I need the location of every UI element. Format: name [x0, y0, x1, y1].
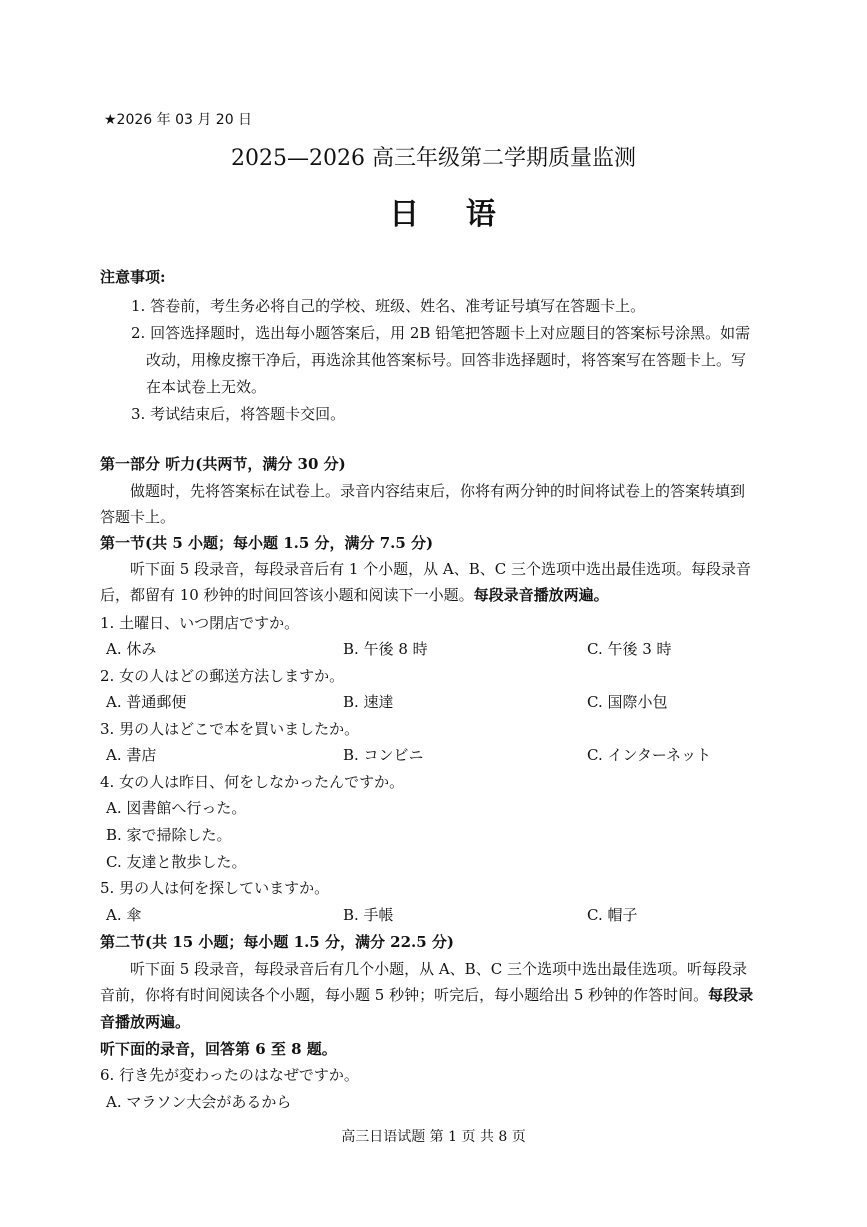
notes-item-2-line-1: 2. 回答选择题时，选出每小题答案后，用 2B 铅笔把答题卡上对应题目的答案标号涂黑。如需 — [131, 324, 751, 342]
section1-instructions-line-1: 听下面 5 段录音，每段录音后有 1 个小题，从 A、B、C 三个选项中选出最佳选项。每段录音 — [130, 560, 752, 578]
question-5-option-c: C. 帽子 — [587, 906, 638, 924]
question-4-stem: 4. 女の人は昨日、何をしなかったんですか。 — [100, 773, 405, 791]
question-3-option-c: C. インターネット — [587, 746, 712, 764]
question-3-stem: 3. 男の人はどこで本を買いましたか。 — [100, 720, 360, 738]
section1-instructions-bold: 每段录音播放两遍。 — [473, 586, 609, 604]
notes-item-3: 3. 考试结束后，将答题卡交回。 — [131, 405, 346, 423]
exam-subject: 日 语 — [389, 197, 514, 232]
notes-heading: 注意事项: — [100, 268, 166, 286]
section2-instructions-line-1: 听下面 5 段录音，每段录音后有几个小题，从 A、B、C 三个选项中选出最佳选项。听每段录 — [130, 960, 747, 978]
question-2-option-c: C. 国際小包 — [587, 693, 668, 711]
notes-item-1: 1. 答卷前，考生务必将自己的学校、班级、姓名、准考证号填写在答题卡上。 — [131, 297, 646, 315]
section2-instructions-line-2 — [100, 988, 753, 1003]
question-5-option-b: B. 手帳 — [343, 906, 394, 924]
question-4-option-c: C. 友達と散歩した。 — [106, 853, 247, 871]
section2-sub-heading: 听下面的录音，回答第 6 至 8 题。 — [100, 1040, 337, 1058]
section2-instructions-line-3: 音播放两遍。 — [100, 1013, 191, 1031]
section2-instructions-plain: 音前，你将有时间阅读各个小题，每小题 5 秒钟；听完后，每小题给出 5 秒钟的作答时间。 — [100, 986, 709, 1004]
question-6-stem: 6. 行き先が変わったのはなぜですか。 — [100, 1066, 359, 1084]
notes-item-2-line-3: 在本试卷上无效。 — [146, 378, 267, 396]
part1-heading: 第一部分 听力(共两节，满分 30 分) — [100, 455, 346, 473]
question-5-stem: 5. 男の人は何を探していますか。 — [100, 879, 330, 897]
section2-instructions-bold: 每段录 — [708, 986, 754, 1004]
question-2-option-b: B. 速達 — [343, 693, 394, 711]
question-1-stem: 1. 土曜日、いつ閉店ですか。 — [100, 614, 300, 632]
question-1-option-a: A. 休み — [106, 640, 157, 658]
question-1-option-c: C. 午後 3 時 — [587, 640, 672, 658]
question-4-option-b: B. 家で掃除した。 — [106, 826, 232, 844]
question-1-option-b: B. 午後 8 時 — [343, 640, 428, 658]
question-3-option-a: A. 書店 — [106, 746, 157, 764]
exam-date: ★2026 年 03 月 20 日 — [104, 112, 253, 128]
section1-instructions-line-2 — [100, 588, 609, 603]
notes-item-2-line-2: 改动，用橡皮擦干净后，再选涂其他答案标号。回答非选择题时，将答案写在答题卡上。写 — [146, 351, 747, 369]
part1-instructions-line-1: 做题时，先将答案标在试卷上。录音内容结束后，你将有两分钟的时间将试卷上的答案转填到 — [130, 482, 746, 500]
question-3-option-b: B. コンビニ — [343, 746, 424, 764]
section1-instructions-plain: 后，都留有 10 秒钟的时间回答该小题和阅读下一小题。 — [100, 586, 474, 604]
question-5-option-a: A. 傘 — [106, 906, 142, 924]
part1-instructions-line-2: 答题卡上。 — [100, 508, 176, 526]
question-4-option-a: A. 図書館へ行った。 — [106, 799, 247, 817]
page-footer: 高三日语试题 第 1 页 共 8 页 — [341, 1129, 526, 1145]
section2-heading: 第二节(共 15 小题；每小题 1.5 分，满分 22.5 分) — [100, 933, 455, 951]
section1-heading: 第一节(共 5 小题；每小题 1.5 分，满分 7.5 分) — [100, 534, 434, 552]
question-2-option-a: A. 普通郵便 — [106, 693, 187, 711]
question-2-stem: 2. 女の人はどの郵送方法しますか。 — [100, 667, 345, 685]
question-6-option-a: A. マラソン大会があるから — [106, 1093, 292, 1111]
exam-title: 2025—2026 高三年级第二学期质量监测 — [231, 146, 636, 171]
